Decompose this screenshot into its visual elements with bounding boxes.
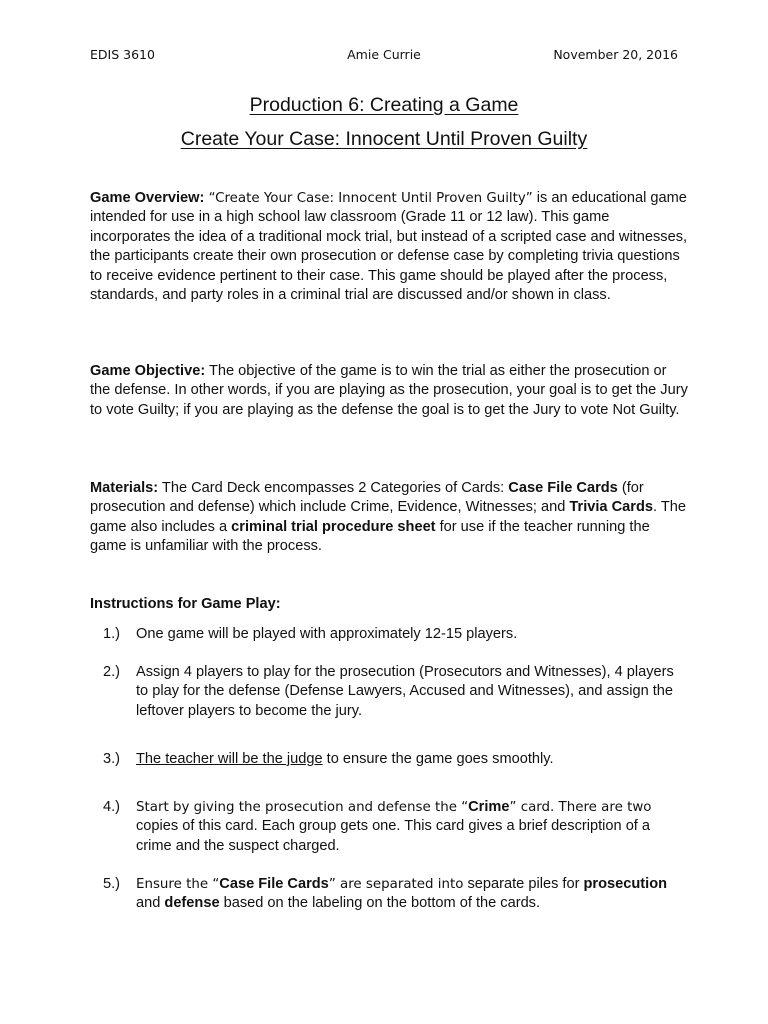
list-text-end: based on the labeling on the bottom of the cards.: [219, 895, 541, 912]
case-file-cards-term: Case File Cards: [219, 876, 329, 892]
prosecution-term: prosecution: [583, 876, 668, 892]
trivia-cards-term: Trivia Cards: [569, 499, 653, 516]
crime-card-term: Crime: [468, 799, 510, 815]
list-number: 5.): [103, 876, 121, 892]
list-text: Assign 4 players to play for the prosecution (Prosecutors and Witnesses), 4 players to play for the defense (Defense Lawyers, Accused and Witnesses), and assign the leftover players to become the jury.: [136, 664, 674, 719]
materials-text-3: . The game also includes a: [90, 499, 686, 535]
list-number: 3.): [103, 751, 121, 767]
overview-text: is an educational game intended for use in a high school law classroom (Grade 11 or 12 law). This game incorporates the idea of a traditional mock trial, but instead of a scripted case and witnesses, the participants create their own prosecution or defense case by completing trivia questions to receive evidence pertinent to their case. This game should be played after the process, standards, and party roles in a criminal trial are discussed and/or shown in class.: [90, 190, 688, 304]
materials-text-1: The Card Deck encompasses 2 Categories of Cards:: [158, 480, 509, 496]
list-text-pre: Start by giving the prosecution and defense the “: [136, 800, 469, 815]
instructions-heading: Instructions for Game Play:: [90, 596, 281, 612]
defense-term: defense: [164, 895, 220, 912]
game-objective-paragraph: [90, 362, 690, 420]
page-header: [90, 47, 678, 65]
materials-text-2: (for prosecution and defense) which include Crime, Evidence, Witnesses; and: [90, 480, 644, 516]
overview-game-name: “Create Your Case: Innocent Until Proven Guilty”: [204, 191, 533, 206]
list-text: One game will be played with approximately 12-15 players.: [136, 626, 518, 642]
course-code: EDIS 3610: [90, 47, 155, 62]
list-number: 1.): [103, 626, 121, 642]
list-text-rest: to ensure the game goes smoothly.: [322, 751, 554, 767]
procedure-sheet-term: criminal trial procedure sheet: [231, 518, 436, 535]
materials-paragraph: [90, 479, 690, 557]
list-text-pre: Ensure the “: [136, 877, 220, 892]
author-name: Amie Currie: [347, 47, 421, 62]
list-text-post: ” are separated into: [328, 877, 464, 892]
case-file-cards-term: Case File Cards: [508, 480, 618, 496]
list-text: [136, 750, 684, 769]
objective-label: Game Objective:: [90, 363, 206, 379]
judge-statement: The teacher will be the judge: [136, 751, 323, 767]
list-text-rest: separate piles for: [463, 876, 584, 892]
materials-text-4: for use if the teacher running the game is unfamiliar with the process.: [90, 518, 650, 555]
document-title: Production 6: Creating a Game: [249, 94, 519, 116]
list-text-and: and: [136, 895, 165, 912]
list-text-rest: copies of this card. Each group gets one. This card gives a brief description of a crime and the suspect charged.: [136, 818, 651, 854]
overview-label: Game Overview:: [90, 190, 205, 206]
game-overview-paragraph: [90, 189, 690, 305]
game-title: Create Your Case: Innocent Until Proven Guilty: [180, 128, 588, 150]
list-number: 2.): [103, 664, 121, 680]
document-date: November 20, 2016: [553, 47, 678, 62]
list-text: [136, 875, 684, 914]
materials-label: Materials:: [90, 480, 159, 496]
objective-text: The objective of the game is to win the trial as either the prosecution or the defense. In other words, if you are playing as the prosecution, your goal is to get the Jury to vote Guilty; if you are playing as the defense the goal is to get the Jury to vote Not Guilty.: [90, 363, 688, 418]
list-text-post: ” card. There are two: [509, 800, 652, 815]
list-text: [136, 798, 684, 856]
list-number: 4.): [103, 799, 121, 815]
